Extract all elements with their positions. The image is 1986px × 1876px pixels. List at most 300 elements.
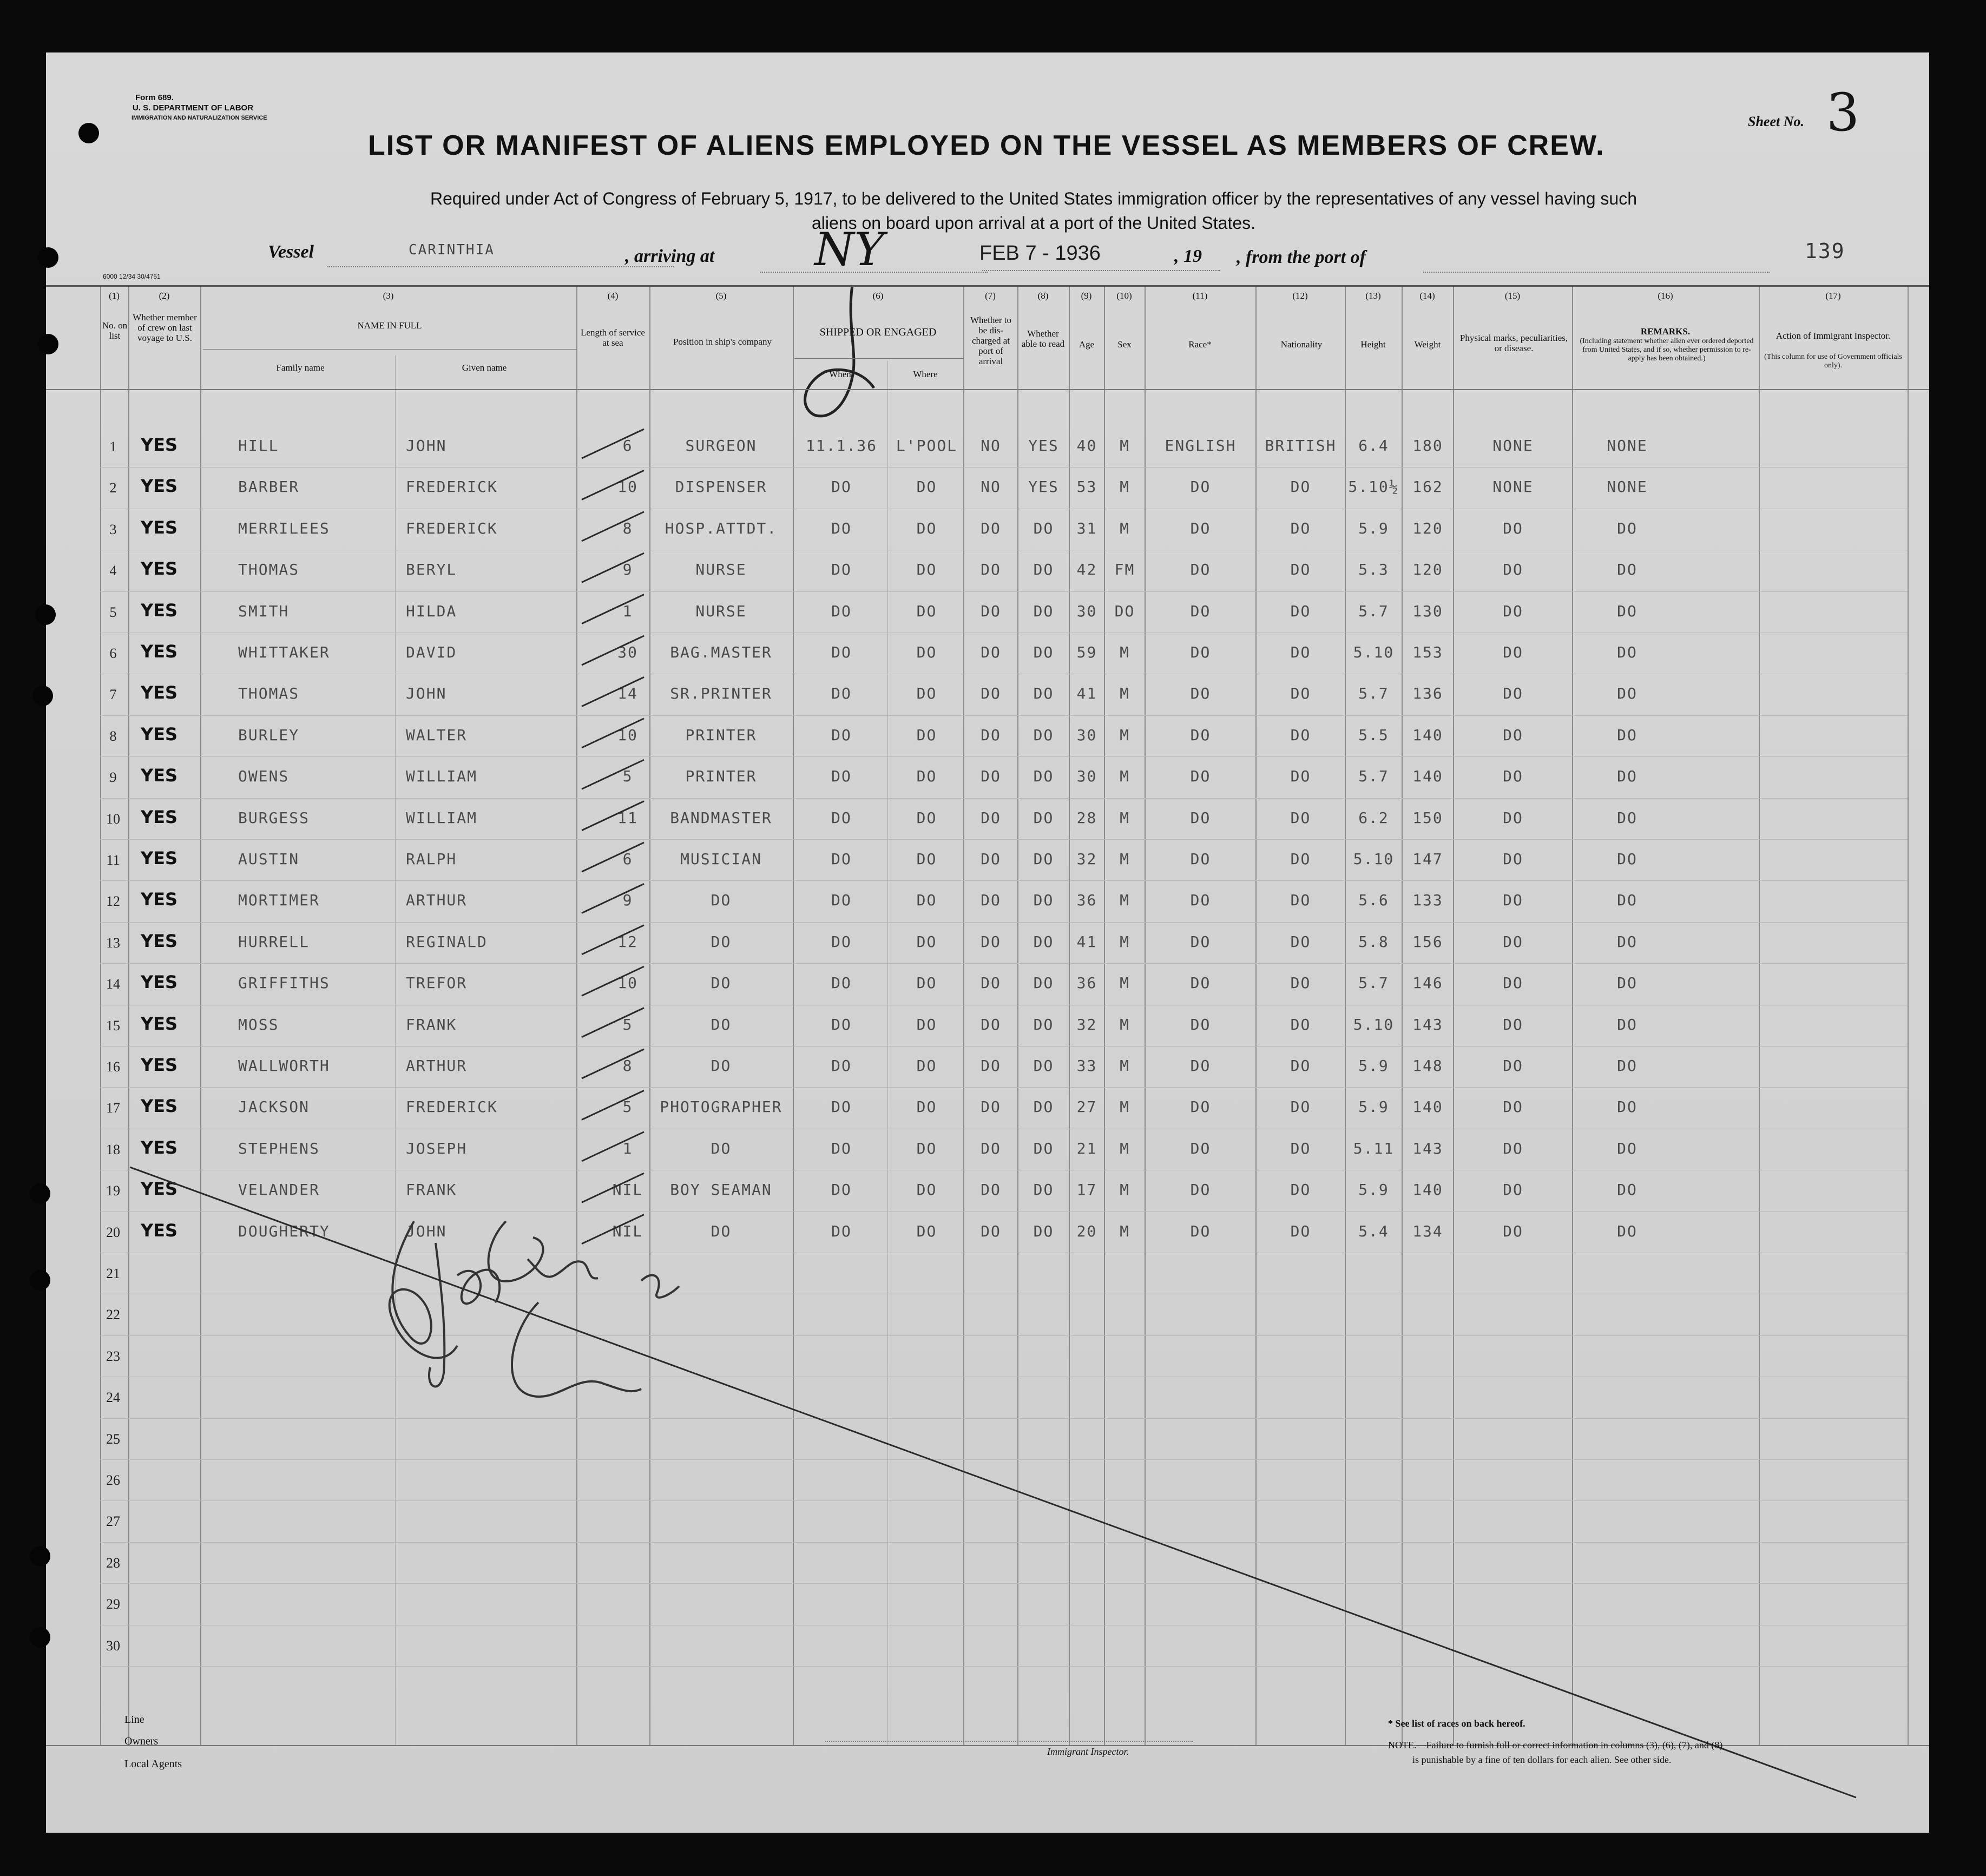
header-given-name: Given name [462, 363, 507, 373]
family-name-cell: BURLEY [238, 726, 300, 744]
age-cell: 30 [1076, 726, 1097, 744]
sex-cell: M [1120, 932, 1130, 951]
height-cell: 5.10½ [1348, 478, 1399, 496]
tally-stroke [582, 719, 644, 748]
inspector-signature-line [825, 1741, 1193, 1742]
height-cell: 5.10 [1353, 1015, 1395, 1034]
race-cell: DO [1190, 891, 1211, 910]
remarks-cell: DO [1617, 1222, 1638, 1240]
header-physical-marks: Physical marks, peculiarities, or disease. [1459, 333, 1568, 353]
shipped-where-cell: DO [916, 1181, 937, 1199]
column-number: (4) [607, 291, 619, 301]
physical-marks-cell: DO [1503, 1181, 1523, 1199]
nationality-cell: DO [1290, 561, 1311, 579]
age-cell: 32 [1076, 850, 1097, 868]
discharged-cell: DO [981, 1098, 1001, 1116]
row-number: 27 [106, 1513, 120, 1530]
header-sex: Sex [1117, 339, 1132, 350]
crew-last-voyage-cell: YES [141, 848, 178, 868]
given-name-cell: TREFOR [406, 974, 468, 992]
able-to-read-cell: DO [1033, 767, 1054, 786]
service-length-cell: NIL [612, 1181, 643, 1199]
column-number: (16) [1658, 291, 1673, 301]
height-cell: 5.7 [1358, 767, 1389, 786]
column-number: (14) [1419, 291, 1435, 301]
able-to-read-cell: DO [1033, 726, 1054, 744]
subtitle-line-1: Required under Act of Congress of February 5, 1917, to be delivered to the United States immigration officer by the representatives of any vessel having such [430, 189, 1637, 208]
row-number: 24 [106, 1390, 120, 1406]
header-name-in-full: NAME IN FULL [357, 320, 422, 331]
shipped-when-cell: DO [831, 932, 852, 951]
weight-cell: 120 [1412, 561, 1443, 579]
physical-marks-cell: DO [1503, 1222, 1523, 1240]
family-name-cell: OWENS [238, 767, 290, 786]
page-title: LIST OR MANIFEST OF ALIENS EMPLOYED ON THE VESSEL AS MEMBERS OF CREW. [368, 130, 1605, 161]
position-cell: DO [711, 1015, 732, 1034]
height-cell: 6.4 [1358, 437, 1389, 455]
able-to-read-cell: DO [1033, 891, 1054, 910]
position-cell: DISPENSER [675, 478, 767, 496]
page-number: 139 [1805, 239, 1845, 263]
footer-note-line-2: is punishable by a fine of ten dollars for each alien. See other side. [1412, 1754, 1672, 1765]
discharged-cell: DO [981, 1057, 1001, 1075]
given-name-cell: WILLIAM [406, 767, 478, 786]
row-number: 10 [106, 811, 120, 827]
sex-cell: M [1120, 891, 1130, 910]
row-number: 28 [106, 1555, 120, 1571]
shipped-when-cell: DO [831, 891, 852, 910]
weight-cell: 140 [1412, 726, 1443, 744]
remarks-cell: DO [1617, 1015, 1638, 1034]
shipped-where-cell: DO [916, 891, 937, 910]
shipped-when-cell: DO [831, 974, 852, 992]
arriving-port: NY [814, 223, 884, 276]
weight-cell: 140 [1412, 1181, 1443, 1199]
footer-note-line-1: NOTE.—Failure to furnish full or correct information in columns (3), (6), (7), and (8) [1388, 1740, 1723, 1750]
header-where: Where [913, 369, 938, 379]
header-crew-last-voyage: Whether member of crew on last voyage to U.S. [133, 312, 197, 343]
crew-last-voyage-cell: YES [141, 1055, 178, 1075]
able-to-read-cell: DO [1033, 602, 1054, 620]
nationality-cell: DO [1290, 1057, 1311, 1075]
header-no-on-list: No. on list [102, 320, 128, 341]
age-cell: 40 [1076, 437, 1097, 455]
race-cell: DO [1190, 974, 1211, 992]
discharged-cell: DO [981, 1181, 1001, 1199]
row-number: 16 [106, 1059, 120, 1075]
service-length-cell: 1 [622, 1139, 633, 1157]
height-cell: 5.9 [1358, 1057, 1389, 1075]
service-length-cell: NIL [612, 1222, 643, 1240]
position-cell: SURGEON [685, 437, 757, 455]
row-number: 20 [106, 1224, 120, 1240]
crew-last-voyage-cell: YES [141, 600, 178, 621]
tally-stroke [582, 1090, 644, 1120]
given-name-cell: JOHN [406, 684, 447, 703]
sheet-number: 3 [1826, 82, 1860, 143]
able-to-read-cell: DO [1033, 1181, 1054, 1199]
column-number: (10) [1116, 291, 1132, 301]
discharged-cell: DO [981, 643, 1001, 661]
family-name-cell: DOUGHERTY [238, 1222, 330, 1240]
discharged-cell: DO [981, 602, 1001, 620]
crew-last-voyage-cell: YES [141, 1179, 178, 1200]
shipped-where-cell: DO [916, 808, 937, 827]
sex-cell: M [1120, 726, 1130, 744]
column-number: (12) [1292, 291, 1308, 301]
discharged-cell: DO [981, 726, 1001, 744]
position-cell: NURSE [695, 561, 747, 579]
remarks-cell: DO [1617, 1098, 1638, 1116]
position-cell: DO [711, 974, 732, 992]
column-number: (3) [383, 291, 394, 301]
family-name-cell: BARBER [238, 478, 300, 496]
remarks-cell: DO [1617, 1057, 1638, 1075]
nationality-cell: DO [1290, 519, 1311, 537]
age-cell: 59 [1076, 643, 1097, 661]
shipped-where-cell: DO [916, 1015, 937, 1034]
tally-stroke [582, 470, 644, 499]
header-length-of-service: Length of service at sea [581, 327, 645, 348]
family-name-cell: WHITTAKER [238, 643, 330, 661]
service-length-cell: 5 [622, 767, 633, 786]
family-name-cell: GRIFFITHS [238, 974, 330, 992]
inspector-signature [349, 1210, 695, 1416]
physical-marks-cell: NONE [1492, 478, 1534, 496]
crew-last-voyage-cell: YES [141, 765, 178, 786]
race-cell: DO [1190, 684, 1211, 703]
row-number: 5 [109, 604, 117, 620]
vessel-label: Vessel [268, 242, 314, 262]
race-cell: DO [1190, 643, 1211, 661]
race-cell: DO [1190, 1139, 1211, 1157]
row-number: 12 [106, 893, 120, 910]
year-label: , 19 [1174, 246, 1202, 266]
sex-cell: M [1120, 1098, 1130, 1116]
shipped-when-cell: DO [831, 1057, 852, 1075]
sex-cell: M [1120, 1139, 1130, 1157]
date-stamp: FEB 7 - 1936 [979, 242, 1101, 265]
position-cell: DO [711, 1057, 732, 1075]
column-number: (9) [1081, 291, 1092, 301]
race-cell: DO [1190, 1181, 1211, 1199]
tally-stroke [582, 595, 644, 624]
vessel-name: CARINTHIA [409, 242, 495, 258]
row-number: 8 [109, 728, 117, 744]
arriving-label: , arriving at [625, 246, 715, 266]
age-cell: 27 [1076, 1098, 1097, 1116]
service-length-cell: 9 [622, 891, 633, 910]
row-number: 2 [109, 480, 117, 496]
given-name-cell: FRANK [406, 1015, 457, 1034]
able-to-read-cell: DO [1033, 643, 1054, 661]
shipped-where-cell: DO [916, 561, 937, 579]
age-cell: 31 [1076, 519, 1097, 537]
service-length-cell: 30 [617, 643, 638, 661]
family-name-cell: JACKSON [238, 1098, 310, 1116]
height-cell: 5.7 [1358, 974, 1389, 992]
given-name-cell: DAVID [406, 643, 457, 661]
crew-last-voyage-cell: YES [141, 435, 178, 455]
nationality-cell: DO [1290, 1139, 1311, 1157]
row-number: 26 [106, 1472, 120, 1488]
nationality-cell: DO [1290, 478, 1311, 496]
weight-cell: 143 [1412, 1139, 1443, 1157]
tally-stroke [582, 677, 644, 706]
weight-cell: 136 [1412, 684, 1443, 703]
sex-cell: M [1120, 767, 1130, 786]
crew-last-voyage-cell: YES [141, 723, 178, 745]
tally-stroke [582, 925, 644, 955]
column-number: (17) [1825, 291, 1841, 301]
row-number: 23 [106, 1348, 120, 1364]
tally-stroke [582, 553, 644, 582]
discharged-cell: NO [981, 437, 1001, 455]
race-cell: DO [1190, 808, 1211, 827]
shipped-when-cell: DO [831, 808, 852, 827]
sex-cell: M [1120, 1015, 1130, 1034]
height-cell: 5.8 [1358, 932, 1389, 951]
physical-marks-cell: DO [1503, 684, 1523, 703]
header-shipped-engaged: SHIPPED OR ENGAGED [819, 326, 937, 338]
race-cell: DO [1190, 561, 1211, 579]
remarks-cell: DO [1617, 519, 1638, 537]
nationality-cell: DO [1290, 1181, 1311, 1199]
tally-stroke [582, 1132, 644, 1161]
nationality-cell: DO [1290, 1222, 1311, 1240]
position-cell: NURSE [695, 602, 747, 620]
service-length-cell: 10 [617, 974, 638, 992]
race-cell: DO [1190, 1098, 1211, 1116]
column-number: (5) [715, 291, 727, 301]
crew-last-voyage-cell: YES [141, 476, 178, 497]
nationality-cell: DO [1290, 891, 1311, 910]
from-port-label: , from the port of [1237, 247, 1366, 267]
remarks-cell: DO [1617, 684, 1638, 703]
header-remarks-title: REMARKS. [1640, 326, 1691, 337]
position-cell: BANDMASTER [670, 808, 772, 827]
column-number: (13) [1365, 291, 1381, 301]
sex-cell: M [1120, 1222, 1130, 1240]
given-name-cell: REGINALD [406, 932, 488, 951]
race-cell: DO [1190, 478, 1211, 496]
given-name-cell: ARTHUR [406, 1057, 468, 1075]
remarks-cell: NONE [1607, 478, 1648, 496]
able-to-read-cell: DO [1033, 974, 1054, 992]
remarks-cell: DO [1617, 1181, 1638, 1199]
crew-last-voyage-cell: YES [141, 806, 178, 827]
age-cell: 36 [1076, 974, 1097, 992]
row-number: 21 [106, 1266, 120, 1281]
remarks-cell: DO [1617, 891, 1638, 910]
weight-cell: 143 [1412, 1015, 1443, 1034]
weight-cell: 153 [1412, 643, 1443, 661]
shipped-where-cell: DO [916, 850, 937, 868]
remarks-cell: DO [1617, 808, 1638, 827]
given-name-cell: RALPH [406, 850, 457, 868]
shipped-where-cell: DO [916, 1139, 937, 1157]
header-when: When [829, 369, 851, 379]
physical-marks-cell: DO [1503, 1015, 1523, 1034]
header-position: Position in ship's company [673, 337, 772, 347]
header-weight: Weight [1414, 339, 1441, 350]
physical-marks-cell: DO [1503, 808, 1523, 827]
position-cell: DO [711, 1139, 732, 1157]
race-cell: DO [1190, 519, 1211, 537]
tally-strokes [46, 52, 1929, 1833]
discharged-cell: DO [981, 808, 1001, 827]
remarks-cell: DO [1617, 726, 1638, 744]
age-cell: 28 [1076, 808, 1097, 827]
race-cell: DO [1190, 602, 1211, 620]
family-name-cell: THOMAS [238, 561, 300, 579]
nationality-cell: DO [1290, 808, 1311, 827]
shipped-when-cell: DO [831, 519, 852, 537]
height-cell: 5.7 [1358, 602, 1389, 620]
given-name-cell: FRANK [406, 1181, 457, 1199]
position-cell: MUSICIAN [680, 850, 762, 868]
sex-cell: M [1120, 1181, 1130, 1199]
shipped-where-cell: DO [916, 1222, 937, 1240]
nationality-cell: DO [1290, 767, 1311, 786]
physical-marks-cell: DO [1503, 850, 1523, 868]
shipped-where-cell: DO [916, 519, 937, 537]
age-cell: 30 [1076, 767, 1097, 786]
shipped-when-cell: DO [831, 1098, 852, 1116]
race-cell: DO [1190, 850, 1211, 868]
given-name-cell: FREDERICK [406, 519, 498, 537]
sex-cell: M [1120, 684, 1130, 703]
discharged-cell: DO [981, 1222, 1001, 1240]
physical-marks-cell: DO [1503, 767, 1523, 786]
family-name-cell: AUSTIN [238, 850, 300, 868]
family-name-cell: MOSS [238, 1015, 279, 1034]
height-cell: 5.4 [1358, 1222, 1389, 1240]
shipped-when-cell: DO [831, 684, 852, 703]
remarks-cell: DO [1617, 767, 1638, 786]
age-cell: 30 [1076, 602, 1097, 620]
weight-cell: 133 [1412, 891, 1443, 910]
given-name-cell: WALTER [406, 726, 468, 744]
height-cell: 5.9 [1358, 1098, 1389, 1116]
crew-last-voyage-cell: YES [141, 558, 178, 580]
able-to-read-cell: DO [1033, 1015, 1054, 1034]
able-to-read-cell: DO [1033, 932, 1054, 951]
header-inspector-note: (This column for use of Government officials only). [1764, 353, 1902, 370]
given-name-cell: HILDA [406, 602, 457, 620]
header-inspector-action: Action of Immigrant Inspector. [1775, 331, 1891, 341]
shipped-when-cell: DO [831, 478, 852, 496]
print-code: 6000 12/34 30/4751 [103, 273, 161, 280]
service-length-cell: 1 [622, 602, 633, 620]
physical-marks-cell: DO [1503, 643, 1523, 661]
footer-line-label: Line [124, 1714, 144, 1726]
position-cell: PRINTER [685, 726, 757, 744]
position-cell: SR.PRINTER [670, 684, 772, 703]
physical-marks-cell: DO [1503, 891, 1523, 910]
sex-cell: M [1120, 974, 1130, 992]
age-cell: 42 [1076, 561, 1097, 579]
race-cell: DO [1190, 1057, 1211, 1075]
service-length-cell: 6 [622, 437, 633, 455]
tally-stroke [582, 760, 644, 789]
remarks-cell: DO [1617, 602, 1638, 620]
nationality-cell: DO [1290, 850, 1311, 868]
height-cell: 5.7 [1358, 684, 1389, 703]
service-length-cell: 9 [622, 561, 633, 579]
weight-cell: 147 [1412, 850, 1443, 868]
discharged-cell: DO [981, 850, 1001, 868]
discharged-cell: DO [981, 891, 1001, 910]
tally-stroke [582, 1173, 644, 1202]
service-length-cell: 10 [617, 726, 638, 744]
shipped-where-cell: DO [916, 602, 937, 620]
age-cell: 41 [1076, 932, 1097, 951]
discharged-cell: NO [981, 478, 1001, 496]
tally-stroke [582, 966, 644, 996]
age-cell: 21 [1076, 1139, 1097, 1157]
nationality-cell: DO [1290, 643, 1311, 661]
service-length-cell: 11 [617, 808, 638, 827]
able-to-read-cell: DO [1033, 561, 1054, 579]
footer-race-note: * See list of races on back hereof. [1388, 1718, 1525, 1729]
age-cell: 41 [1076, 684, 1097, 703]
family-name-cell: SMITH [238, 602, 290, 620]
shipped-when-cell: DO [831, 726, 852, 744]
column-number: (8) [1037, 291, 1049, 301]
remarks-cell: DO [1617, 561, 1638, 579]
sex-cell: FM [1114, 561, 1135, 579]
header-family-name: Family name [276, 363, 325, 373]
row-number: 6 [109, 646, 117, 661]
position-cell: PHOTOGRAPHER [660, 1098, 782, 1116]
able-to-read-cell: DO [1033, 1098, 1054, 1116]
family-name-cell: MORTIMER [238, 891, 320, 910]
family-name-cell: THOMAS [238, 684, 300, 703]
header-discharged: Whether to be dis-charged at port of arrival [970, 315, 1011, 366]
service-length-cell: 12 [617, 932, 638, 951]
physical-marks-cell: DO [1503, 1057, 1523, 1075]
shipped-where-cell: DO [916, 974, 937, 992]
physical-marks-cell: DO [1503, 974, 1523, 992]
height-cell: 6.2 [1358, 808, 1389, 827]
nationality-cell: DO [1290, 1015, 1311, 1034]
tally-stroke [582, 801, 644, 831]
sex-cell: M [1120, 478, 1130, 496]
position-cell: BOY SEAMAN [670, 1181, 772, 1199]
weight-cell: 162 [1412, 478, 1443, 496]
shipped-where-cell: L'POOL [896, 437, 958, 455]
family-name-cell: STEPHENS [238, 1139, 320, 1157]
shipped-when-cell: DO [831, 1015, 852, 1034]
nationality-cell: DO [1290, 1098, 1311, 1116]
physical-marks-cell: DO [1503, 726, 1523, 744]
race-cell: DO [1190, 767, 1211, 786]
weight-cell: 148 [1412, 1057, 1443, 1075]
height-cell: 5.5 [1358, 726, 1389, 744]
discharged-cell: DO [981, 932, 1001, 951]
nationality-cell: BRITISH [1265, 437, 1337, 455]
able-to-read-cell: DO [1033, 684, 1054, 703]
nationality-cell: DO [1290, 684, 1311, 703]
column-number: (6) [872, 291, 884, 301]
crew-last-voyage-cell: YES [141, 682, 178, 703]
height-cell: 5.10 [1353, 850, 1395, 868]
row-number: 15 [106, 1017, 120, 1034]
shipped-where-cell: DO [916, 726, 937, 744]
tally-stroke [582, 429, 644, 458]
sex-cell: M [1120, 643, 1130, 661]
